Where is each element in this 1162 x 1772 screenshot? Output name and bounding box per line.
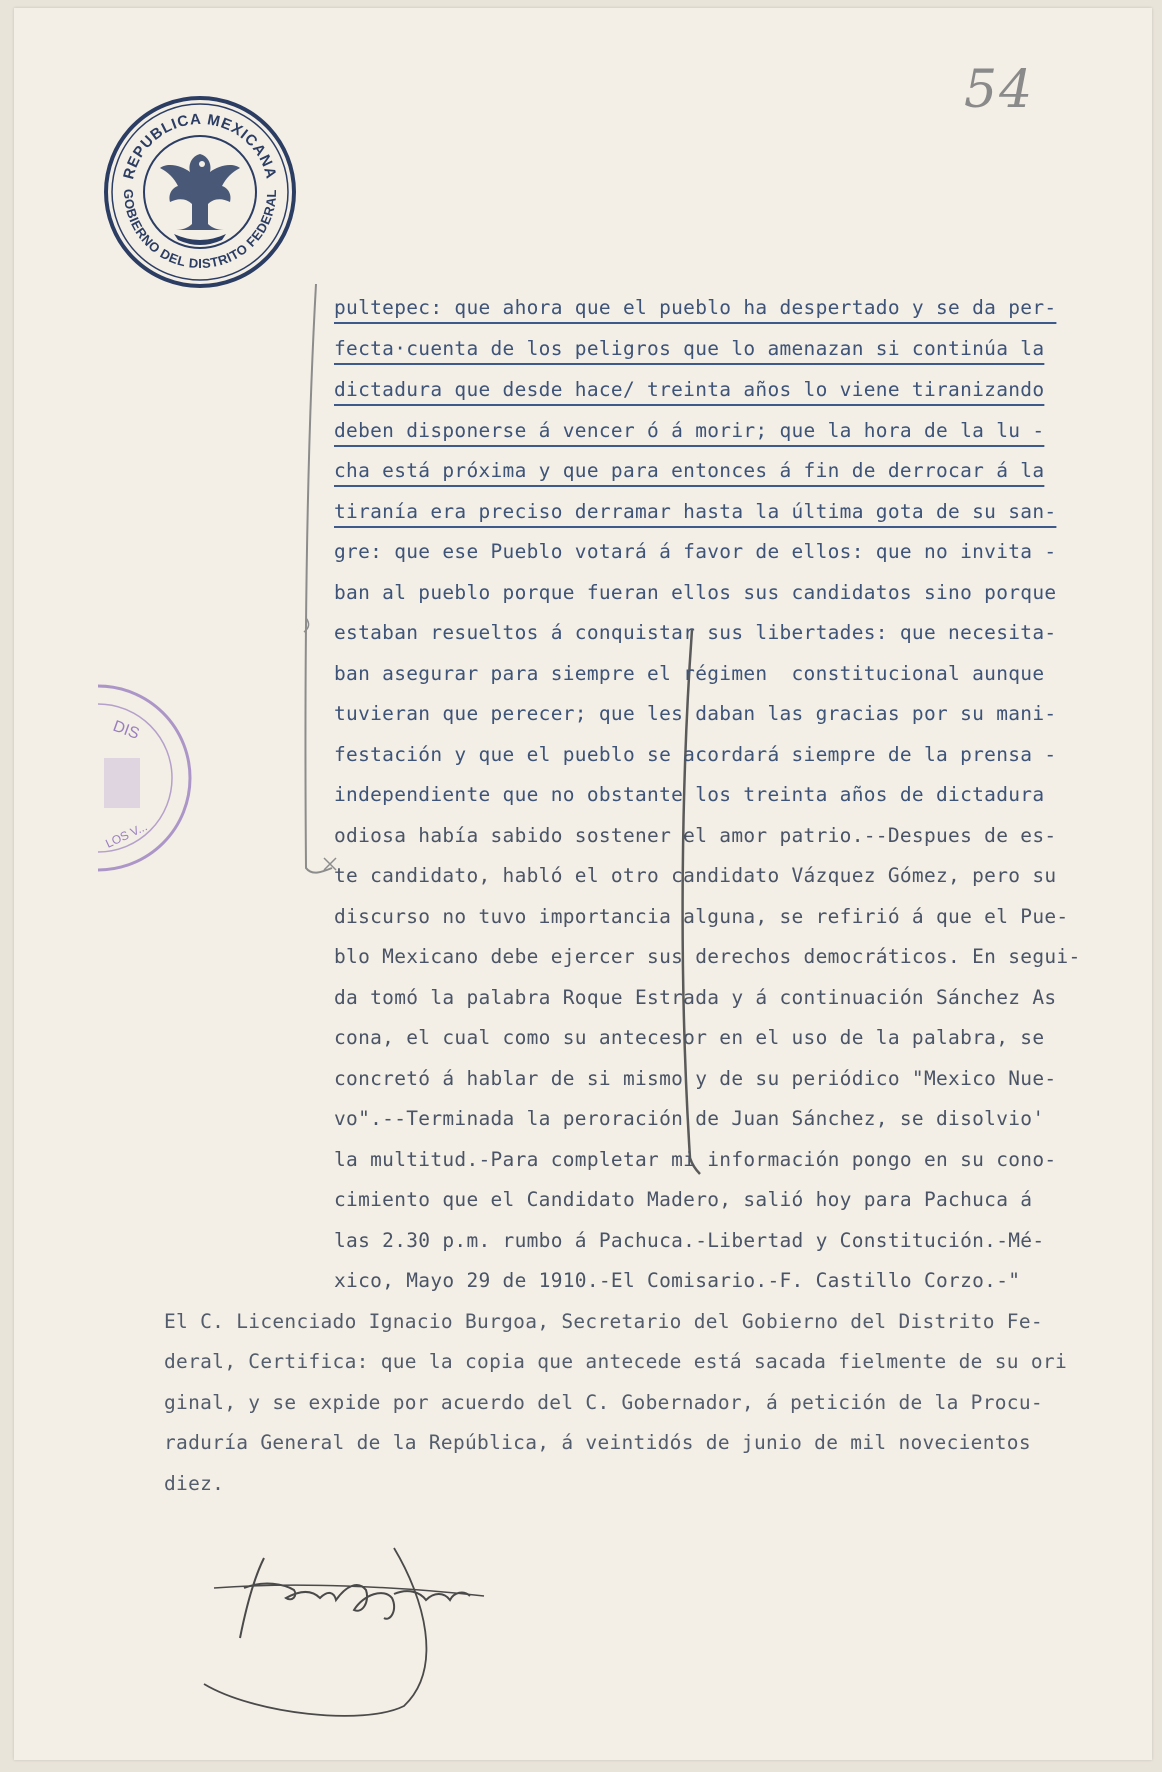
text-line: ban asegurar para siempre el régimen constitucional aunque bbox=[334, 662, 1045, 685]
stamp-text-bottom: LOS V... bbox=[103, 819, 150, 851]
text-line: vo".--Terminada la peroración de Juan Sánchez, se disolvio' bbox=[334, 1107, 1045, 1130]
certification-line: El C. Licenciado Ignacio Burgoa, Secretario del Gobierno del Distrito Fe- bbox=[164, 1310, 1043, 1333]
text-line: gre: que ese Pueblo votará á favor de ellos: que no invita - bbox=[334, 540, 1057, 563]
text-line: la multitud.-Para completar mi información pongo en su cono- bbox=[334, 1148, 1057, 1171]
text-line: te candidato, habló el otro candidato Vázquez Gómez, pero su bbox=[334, 864, 1057, 887]
certification-line: raduría General de la República, á veintidós de junio de mil novecientos bbox=[164, 1431, 1031, 1454]
handwritten-signature bbox=[194, 1518, 554, 1738]
certification-line: ginal, y se expide por acuerdo del C. Gobernador, á petición de la Procu- bbox=[164, 1391, 1043, 1414]
text-line: cimiento que el Candidato Madero, salió hoy para Pachuca á bbox=[334, 1188, 1033, 1211]
text-line: las 2.30 p.m. rumbo á Pachuca.-Libertad y Constitución.-Mé- bbox=[334, 1229, 1045, 1252]
mexican-republic-seal bbox=[102, 94, 298, 290]
purple-district-stamp bbox=[94, 678, 204, 878]
text-line: blo Mexicano debe ejercer sus derechos democráticos. En segui- bbox=[334, 945, 1081, 968]
stamp-text: DIS bbox=[110, 717, 142, 743]
text-line: da tomó la palabra Roque Estrada y á continuación Sánchez As bbox=[334, 986, 1057, 1009]
text-line: fecta·cuenta de los peligros que lo amenazan si continúa la bbox=[334, 337, 1045, 360]
text-line: concretó á hablar de si mismo y de su periódico "Mexico Nue- bbox=[334, 1067, 1057, 1090]
text-line: cona, el cual como su antecesor en el uso de la palabra, se bbox=[334, 1026, 1045, 1049]
text-line: tiranía era preciso derramar hasta la última gota de su san- bbox=[334, 500, 1057, 523]
text-line: independiente que no obstante los treinta años de dictadura bbox=[334, 783, 1045, 806]
certification-line: deral, Certifica: que la copia que antecede está sacada fielmente de su ori bbox=[164, 1350, 1067, 1373]
text-line: discurso no tuvo importancia alguna, se refirió á que el Pue- bbox=[334, 905, 1069, 928]
page-number: 54 bbox=[964, 60, 1035, 120]
seal-bottom-text: GOBIERNO DEL DISTRITO FEDERAL bbox=[120, 188, 280, 272]
certification-line: diez. bbox=[164, 1472, 225, 1495]
text-line: festación y que el pueblo se acordará siempre de la prensa - bbox=[334, 743, 1057, 766]
document-page bbox=[14, 8, 1152, 1760]
text-line: xico, Mayo 29 de 1910.-El Comisario.-F. Castillo Corzo.-" bbox=[334, 1269, 1021, 1292]
text-line: estaban resueltos á conquistar sus libertades: que necesita- bbox=[334, 621, 1057, 644]
text-line: odiosa había sabido sostener el amor patrio.--Despues de es- bbox=[334, 824, 1057, 847]
text-line: pultepec: que ahora que el pueblo ha despertado y se da per- bbox=[334, 296, 1057, 319]
seal-top-text: REPUBLICA MEXICANA bbox=[120, 110, 280, 182]
text-line: cha está próxima y que para entonces á fin de derrocar á la bbox=[334, 459, 1045, 482]
eagle-emblem-icon bbox=[160, 154, 240, 245]
text-line: tuvieran que perecer; que les daban las gracias por su mani- bbox=[334, 702, 1057, 725]
text-line: deben disponerse á vencer ó á morir; que la hora de la lu - bbox=[334, 419, 1045, 442]
text-line: ban al pueblo porque fueran ellos sus candidatos sino porque bbox=[334, 581, 1057, 604]
text-line: dictadura que desde hace/ treinta años lo viene tiranizando bbox=[334, 378, 1045, 401]
